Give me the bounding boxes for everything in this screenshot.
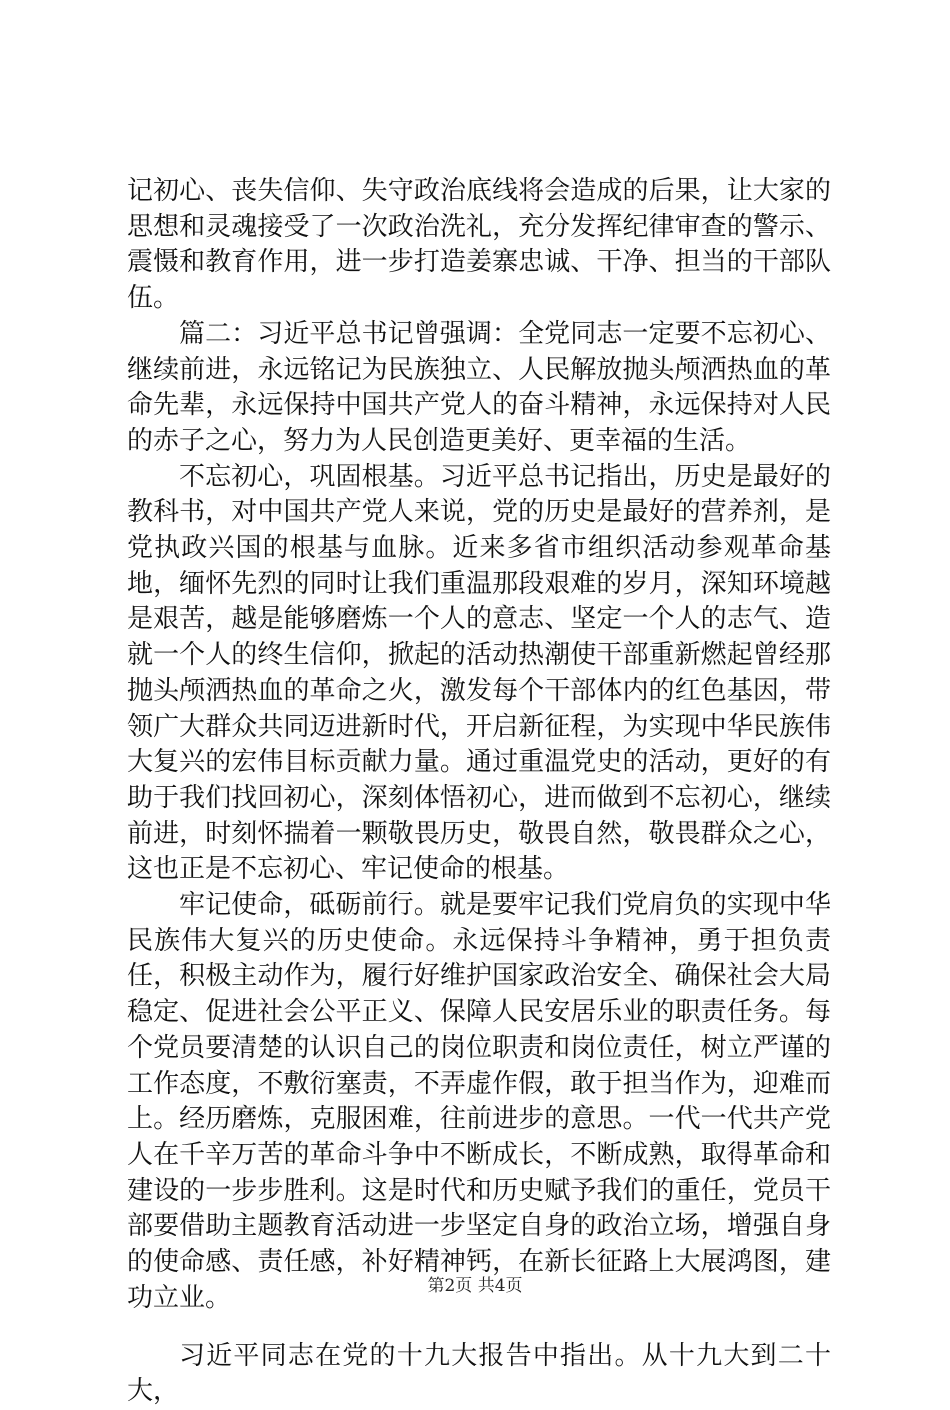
- paragraph-keep-mission: 牢记使命，砥砺前行。就是要牢记我们党肩负的实现中华民族伟大复兴的历史使命。永远保持斗争精神，勇于担负责任，积极主动作为，履行好维护国家政治安全、确保社会大局稳定、促进社会公平正义、保障人民安居乐业的职责任务。每个党员要清楚的认识自己的岗位职责和岗位责任，树立严谨的工作态度，不敷衍塞责，不弄虚作假，敢于担当作为，迎难而上。经历磨炼，克服困难，往前进步的意思。一代一代共产党人在千辛万苦的革命斗争中不断成长，不断成熟，取得革命和建设的一步步胜利。这是时代和历史赋予我们的重任，党员干部要借助主题教育活动进一步坚定自身的政治立场，增强自身的使命感、责任感，补好精神钙，在新长征路上大展鸿图，建功立业。: [127, 890, 831, 1313]
- paragraph-never-forget: 不忘初心，巩固根基。习近平总书记指出，历史是最好的教科书，对中国共产党人来说，党的历史是最好的营养剂，是党执政兴国的根基与血脉。近来多省市组织活动参观革命基地，缅怀先烈的同时让我们重温那段艰难的岁月，深知环境越是艰苦，越是能够磨炼一个人的意志、坚定一个人的志气、造就一个人的终生信仰，掀起的活动热潮使干部重新燃起曾经那抛头颅洒热血的革命之火，激发每个干部体内的红色基因，带领广大群众共同迈进新时代，开启新征程，为实现中华民族伟大复兴的宏伟目标贡献力量。通过重温党史的活动，更好的有助于我们找回初心，深刻体悟初心，进而做到不忘初心，继续前进，时刻怀揣着一颗敬畏历史，敬畏自然，敬畏群众之心，这也正是不忘初心、牢记使命的根基。: [127, 461, 831, 885]
- page-number-footer: 第2页 共4页: [427, 1276, 523, 1296]
- document-body: [127, 174, 831, 1410]
- paragraph-part-two-intro: 篇二：习近平总书记曾强调：全党同志一定要不忘初心、继续前进，永远铭记为民族独立、人民解放抛头颅洒热血的革命先辈，永远保持中国共产党人的奋斗精神，永远保持对人民的赤子之心，努力为人民创造更美好、更幸福的生活。: [127, 318, 831, 456]
- paragraph-nineteenth-congress: 习近平同志在党的十九大报告中指出。从十九大到二十大，: [127, 1340, 831, 1407]
- paragraph-continuation: 记初心、丧失信仰、失守政治底线将会造成的后果，让大家的思想和灵魂接受了一次政治洗礼，充分发挥纪律审查的警示、震慑和教育作用，进一步打造姜寨忠诚、干净、担当的干部队伍。: [127, 176, 831, 314]
